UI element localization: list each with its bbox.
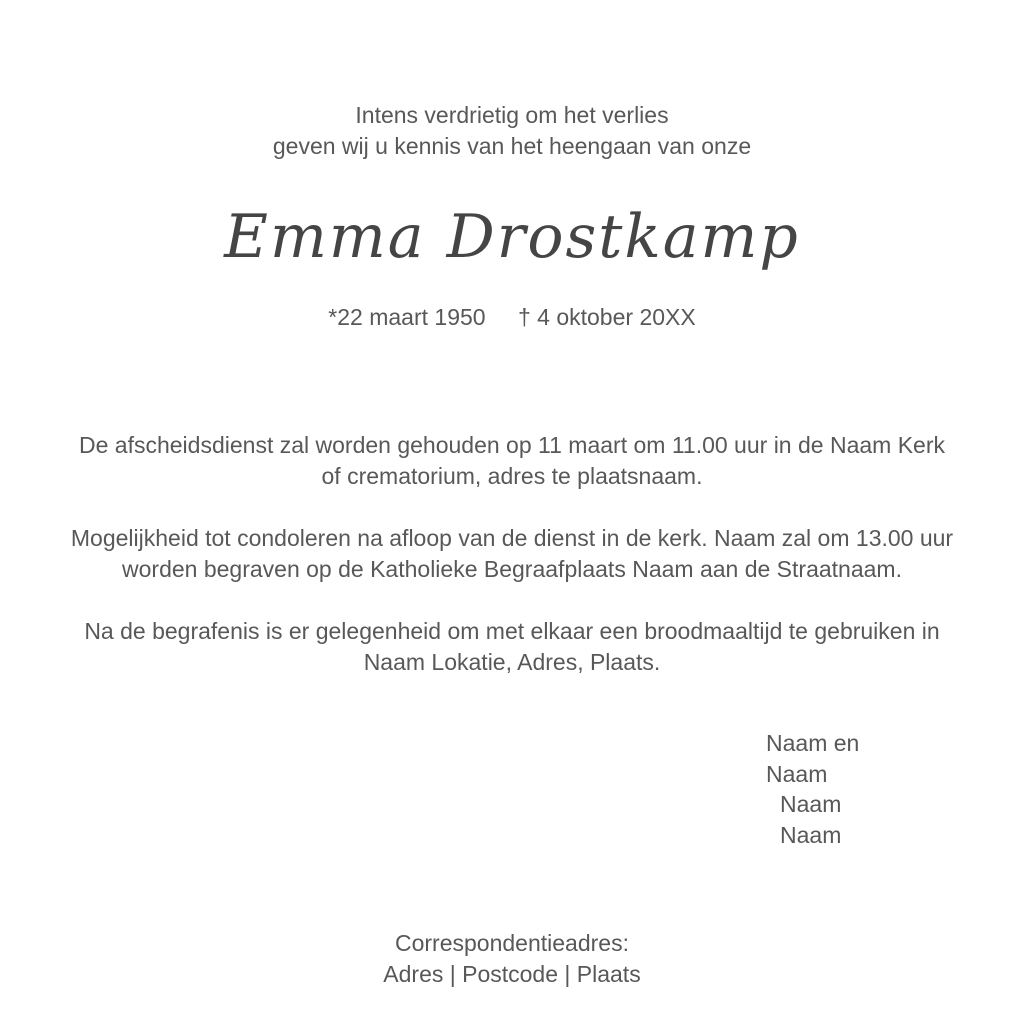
correspondence-block: [0, 928, 1024, 990]
body-paragraphs: [0, 430, 1024, 709]
birth-date: *22 maart 1950: [328, 304, 486, 330]
signatory-1: Naam en: [766, 730, 860, 756]
intro-line-2: geven wij u kennis van het heengaan van onze: [272, 133, 752, 159]
intro-line-1: Intens verdrietig om het verlies: [355, 102, 669, 128]
signatory-2: Naam: [766, 760, 828, 787]
correspondence-label: Correspondentieadres:: [395, 930, 629, 956]
death-date: † 4 oktober 20XX: [517, 304, 696, 330]
signatory-3: Naam: [780, 791, 842, 817]
service-paragraph: De afscheidsdienst zal worden gehouden op 11 maart om 11.00 uur in de Naam Kerk of crematorium, adres te plaatsnaam.: [79, 432, 945, 489]
signatories-list: [766, 728, 859, 850]
correspondence-address: Adres | Postcode | Plaats: [383, 961, 641, 987]
signatory-4: Naam: [780, 821, 842, 848]
gathering-paragraph: Na de begrafenis is er gelegenheid om met elkaar een broodmaaltijd te gebruiken in Naam Lokatie, Adres, Plaats.: [84, 618, 940, 675]
life-dates: [0, 302, 1024, 333]
intro-text: [0, 100, 1024, 162]
condolence-paragraph: Mogelijkheid tot condoleren na afloop van de dienst in de kerk. Naam zal om 13.00 uur worden begraven op de Katholieke Begraafplaats Naam aan de Straatnaam.: [70, 525, 954, 582]
deceased-name: Emma Drostkamp: [224, 202, 800, 272]
